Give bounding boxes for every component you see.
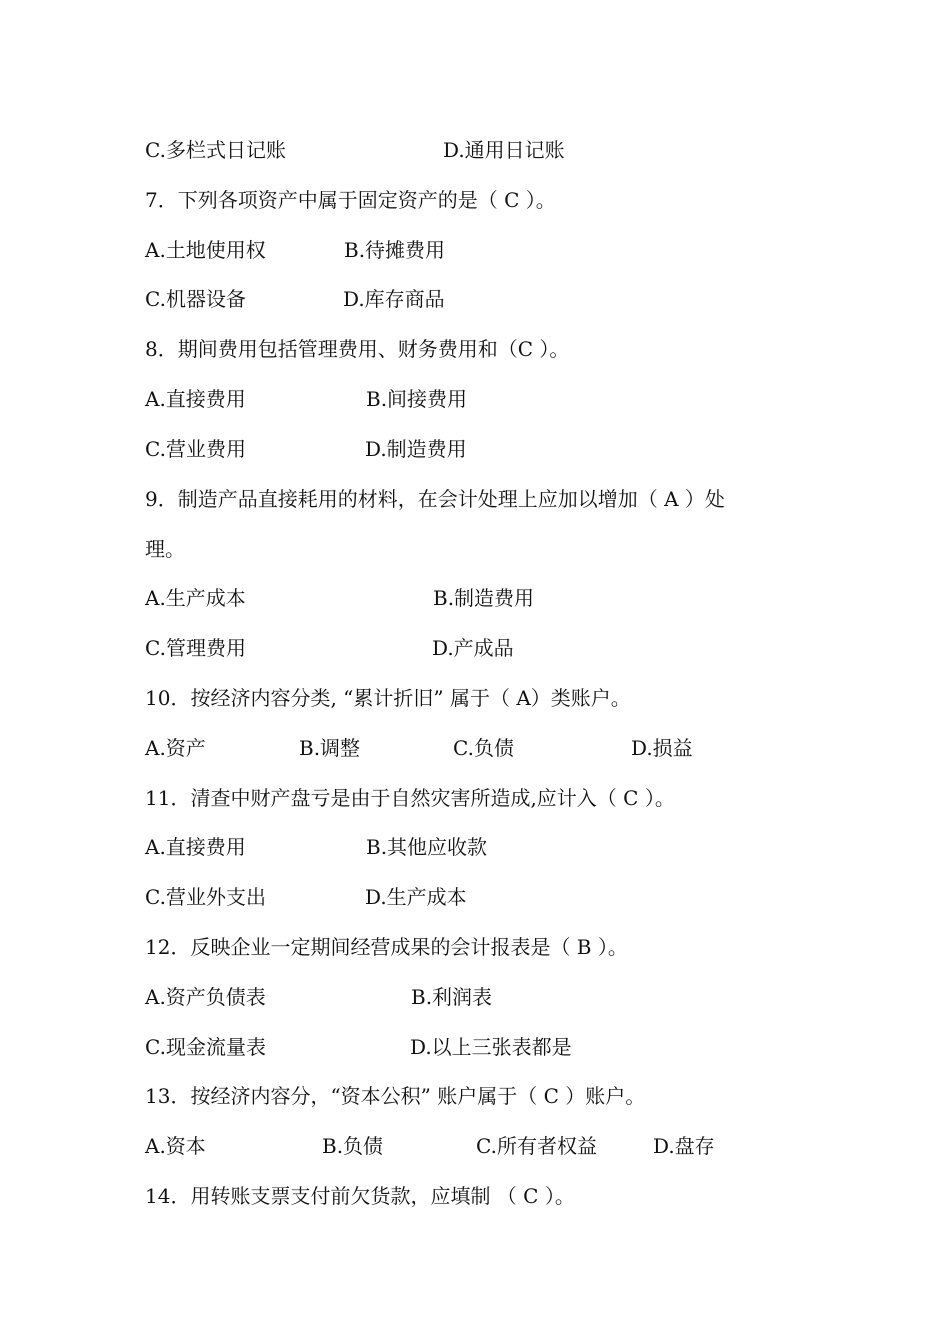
option-b: B.制造费用: [433, 586, 535, 610]
option-a: A.生产成本: [145, 586, 246, 610]
question-11: 11．清查中财产盘亏是由于自然灾害所造成,应计入（ C ）。: [145, 786, 675, 810]
option-d: D.以上三张表都是: [410, 1035, 572, 1059]
question-12: 12．反映企业一定期间经营成果的会计报表是（ B ）。: [145, 935, 628, 959]
question-13: 13．按经济内容分，“资本公积” 账户属于（ C ）账户。: [145, 1084, 646, 1108]
option-c: C.多栏式日记账: [145, 138, 286, 162]
option-c: C.负债: [453, 736, 514, 760]
option-d: D.库存商品: [343, 287, 445, 311]
option-a: A.资本: [145, 1134, 206, 1158]
option-b: B.利润表: [411, 985, 493, 1009]
option-d: D.制造费用: [365, 437, 467, 461]
question-9-continued: 理。: [145, 537, 185, 561]
option-a: A.资产负债表: [145, 985, 266, 1009]
option-c: C.现金流量表: [145, 1035, 266, 1059]
option-a: A.直接费用: [145, 387, 246, 411]
option-a: A.资产: [145, 736, 206, 760]
option-c: C.营业外支出: [145, 885, 266, 909]
option-c: C.所有者权益: [476, 1134, 597, 1158]
question-7: 7．下列各项资产中属于固定资产的是（ C ）。: [145, 188, 556, 212]
question-8: 8．期间费用包括管理费用、财务费用和（C ）。: [145, 337, 570, 361]
option-b: B.间接费用: [366, 387, 468, 411]
option-d: D.损益: [631, 736, 693, 760]
option-b: B.负债: [322, 1134, 384, 1158]
question-14: 14．用转账支票支付前欠货款，应填制 （ C ）。: [145, 1184, 575, 1208]
option-d: D.通用日记账: [443, 138, 565, 162]
option-c: C.营业费用: [145, 437, 246, 461]
option-d: D.生产成本: [365, 885, 467, 909]
question-9: 9．制造产品直接耗用的材料，在会计处理上应加以增加（ A ）处: [145, 487, 725, 511]
option-a: A.直接费用: [145, 835, 246, 859]
option-b: B.调整: [299, 736, 361, 760]
option-c: C.机器设备: [145, 287, 246, 311]
option-d: D.盘存: [653, 1134, 715, 1158]
option-b: B.其他应收款: [366, 835, 488, 859]
question-10: 10．按经济内容分类, “累计折旧” 属于（ A）类账户。: [145, 686, 631, 710]
option-b: B.待摊费用: [344, 238, 446, 262]
option-d: D.产成品: [432, 636, 514, 660]
option-c: C.管理费用: [145, 636, 246, 660]
option-a: A.土地使用权: [145, 238, 266, 262]
